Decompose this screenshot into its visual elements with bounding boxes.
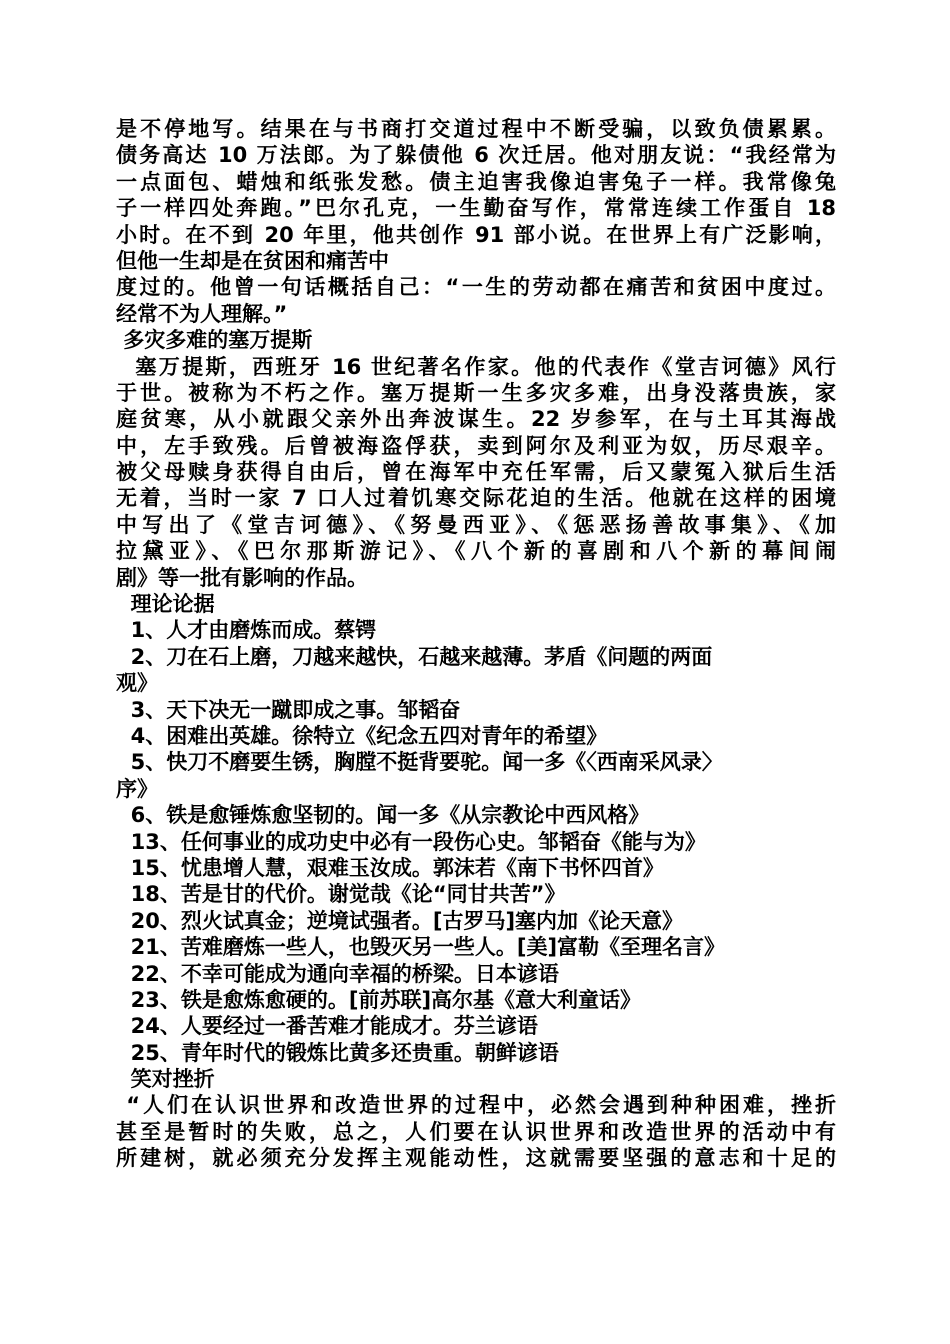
text-line: 子一样四处奔跑。”巴尔孔克，一生勤奋写作，常常连续工作蛋自 18 xyxy=(116,196,836,221)
text-line: 被父母赎身获得自由后，曾在海军中充任军需，后又蒙冤入狱后生活 xyxy=(116,460,836,485)
text-line: 小时。在不到 20 年里，他共创作 91 部小说。在世界上有广泛影响， xyxy=(116,222,836,247)
text-line: 中写出了《堂吉诃德》、《努曼西亚》、《惩恶扬善故事集》、《加 xyxy=(116,512,836,537)
text-line: 24、人要经过一番苦难才能成才。芬兰谚语 xyxy=(116,1014,538,1039)
text-line: 甚至是暂时的失败，总之，人们要在认识世界和改造世界的活动中有 xyxy=(116,1119,836,1144)
text-line: 20、烈火试真金；逆境试强者。[古罗马]塞内加《论天意》 xyxy=(116,908,684,933)
text-line: 但他一生却是在贫困和痛苦中 xyxy=(116,248,389,273)
text-line: 22、不幸可能成为通向幸福的桥梁。日本谚语 xyxy=(116,961,559,986)
text-line: 4、困难出英雄。徐特立《纪念五四对青年的希望》 xyxy=(116,723,608,748)
text-line: 塞万提斯，西班牙 16 世纪著名作家。他的代表作《堂吉诃德》风行 xyxy=(116,354,836,379)
text-line: 度过的。他曾一句话概括自己：“一生的劳动都在痛苦和贫困中度过。 xyxy=(116,275,836,300)
text-line: 序》 xyxy=(116,776,158,801)
text-line: 多灾多难的塞万提斯 xyxy=(116,328,313,353)
text-line: 剧》等一批有影响的作品。 xyxy=(116,565,368,590)
text-line: 1、人才由磨炼而成。蔡锷 xyxy=(116,618,377,643)
text-line: 所建树，就必须充分发挥主观能动性，这就需要坚强的意志和十足的 xyxy=(116,1146,836,1171)
text-line: 中，左手致残。后曾被海盗俘获，卖到阿尔及利亚为奴，历尽艰辛。 xyxy=(116,433,836,458)
text-line: 于世。被称为不朽之作。塞万提斯一生多灾多难，出身没落贵族，家 xyxy=(116,380,836,405)
text-line: 一点面包、蜡烛和纸张发愁。债主迫害我像迫害兔子一样。我常像兔 xyxy=(116,169,836,194)
text-line: 25、青年时代的锻炼比黄多还贵重。朝鲜谚语 xyxy=(116,1040,559,1065)
text-line: 经常不为人理解。” xyxy=(116,301,288,326)
text-line: 2、刀在石上磨，刀越来越快，石越来越薄。茅盾《问题的两面 xyxy=(116,644,713,669)
text-line: 庭贫寒，从小就跟父亲外出奔波谋生。22 岁参军，在与土耳其海战 xyxy=(116,407,836,432)
text-line: 笑对挫折 xyxy=(116,1067,215,1092)
text-line: “人们在认识世界和改造世界的过程中，必然会遇到种种困难，挫折 xyxy=(116,1093,836,1118)
text-line: 13、任何事业的成功史中必有一段伤心史。邹韬奋《能与为》 xyxy=(116,829,706,854)
text-line: 是不停地写。结果在与书商打交道过程中不断受骗，以致负债累累。 xyxy=(116,117,836,141)
text-line: 观》 xyxy=(116,671,158,696)
text-line: 理论论据 xyxy=(116,592,215,617)
text-line: 23、铁是愈炼愈硬的。[前苏联]高尔基《意大利童话》 xyxy=(116,987,642,1012)
text-line: 债务高达 10 万法郎。为了躲债他 6 次迁居。他对朋友说：“我经常为 xyxy=(116,143,836,168)
text-line: 18、苦是甘的代价。谢觉哉《论“同甘共苦”》 xyxy=(116,882,566,907)
text-line: 5、快刀不磨要生锈，胸膛不挺背要驼。闻一多《〈西南采风录〉 xyxy=(116,750,723,775)
text-line: 21、苦难磨炼一些人，也毁灭另一些人。[美]富勒《至理名言》 xyxy=(116,935,726,960)
text-line: 拉黛亚》、《巴尔那斯游记》、《八个新的喜剧和八个新的幕间闹 xyxy=(116,539,836,564)
text-line: 3、天下决无一蹴即成之事。邹韬奋 xyxy=(116,697,461,722)
document-body xyxy=(116,116,836,1172)
text-line: 15、忧患增人慧，艰难玉汝成。郭沫若《南下书怀四首》 xyxy=(116,855,664,880)
text-line: 无着，当时一家 7 口人过着饥寒交际花迫的生活。他就在这样的困境 xyxy=(116,486,836,511)
text-line: 6、铁是愈锤炼愈坚韧的。闻一多《从宗教论中西风格》 xyxy=(116,803,650,828)
